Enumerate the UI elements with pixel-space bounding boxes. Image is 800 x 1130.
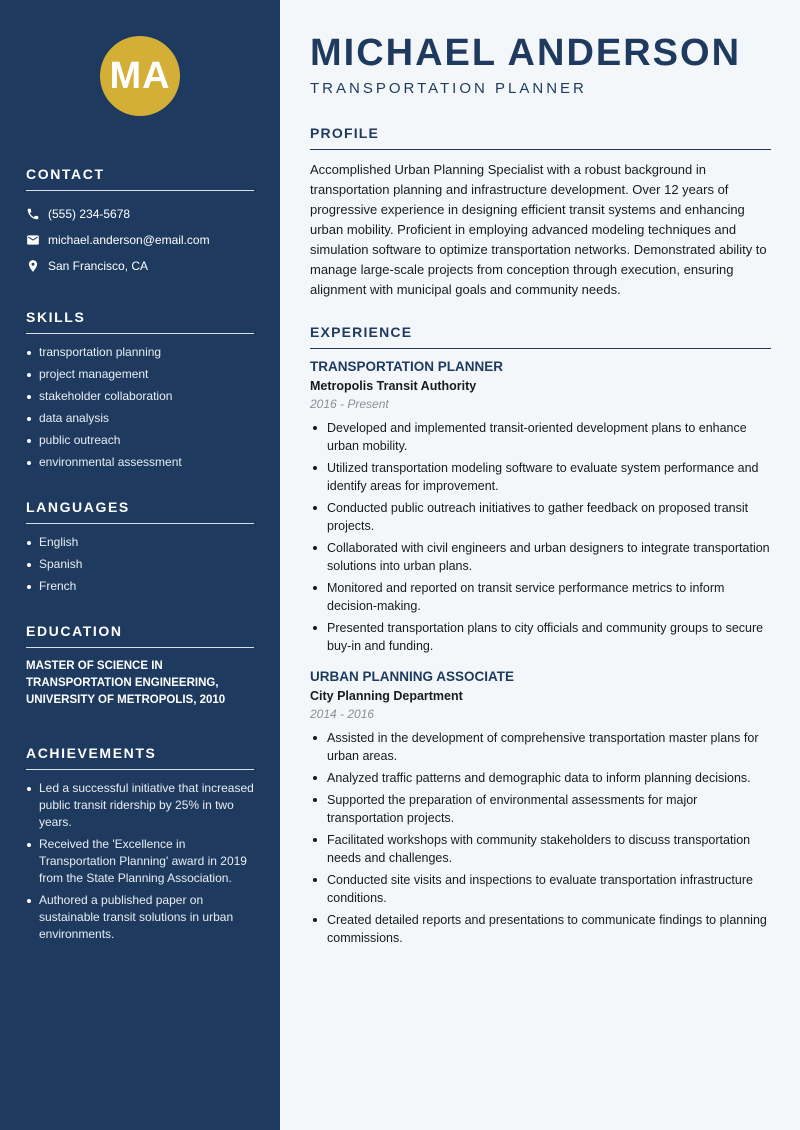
- skills-list: [26, 344, 254, 471]
- achievement-item: Received the 'Excellence in Transportation Planning' award in 2019 from the State Planning Association.: [26, 836, 254, 887]
- skills-section: [26, 309, 254, 471]
- phone-icon: [26, 207, 40, 221]
- sidebar: [0, 0, 280, 1130]
- achievement-item: Authored a published paper on sustainable transit solutions in urban environments.: [26, 892, 254, 943]
- job-bullet: Created detailed reports and presentations to communicate findings to planning commissions.: [310, 911, 771, 947]
- location-text: San Francisco, CA: [48, 259, 149, 273]
- job-bullet: Utilized transportation modeling software to evaluate system performance and identify areas for improvement.: [310, 459, 771, 495]
- job-bullet: Assisted in the development of comprehensive transportation master plans for urban areas.: [310, 729, 771, 765]
- education-section: [26, 623, 254, 709]
- contact-section: [26, 166, 254, 279]
- job-title-header: TRANSPORTATION PLANNER: [310, 80, 587, 97]
- job-bullet: Collaborated with civil engineers and urban designers to integrate transportation solutions into urban plans.: [310, 539, 771, 575]
- skill-item: environmental assessment: [26, 454, 254, 471]
- language-item: Spanish: [26, 556, 254, 573]
- profile-heading: PROFILE: [310, 125, 771, 150]
- skill-item: transportation planning: [26, 344, 254, 361]
- job-dates: 2014 - 2016: [310, 707, 375, 721]
- language-item: English: [26, 534, 254, 551]
- languages-heading: LANGUAGES: [26, 499, 254, 524]
- main-content: [280, 0, 800, 1130]
- achievement-item: Led a successful initiative that increased public transit ridership by 25% in two years.: [26, 780, 254, 831]
- job-title: URBAN PLANNING ASSOCIATE: [310, 669, 515, 684]
- candidate-name: MICHAEL ANDERSON: [310, 32, 742, 74]
- education-text: MASTER OF SCIENCE IN TRANSPORTATION ENGINEERING, UNIVERSITY OF METROPOLIS, 2010: [26, 660, 226, 706]
- job-bullet: Presented transportation plans to city officials and community groups to secure buy-in and funding.: [310, 619, 771, 655]
- skill-item: project management: [26, 366, 254, 383]
- contact-heading: CONTACT: [26, 166, 254, 191]
- languages-list: [26, 534, 254, 595]
- job-dates: 2016 - Present: [310, 397, 389, 411]
- job-bullet: Analyzed traffic patterns and demographic data to inform planning decisions.: [310, 769, 771, 787]
- profile-section: [310, 125, 771, 300]
- skills-heading: SKILLS: [26, 309, 254, 334]
- skill-item: stakeholder collaboration: [26, 388, 254, 405]
- job-entry: [310, 669, 771, 947]
- company-name: City Planning Department: [310, 689, 463, 703]
- achievements-heading: ACHIEVEMENTS: [26, 745, 254, 770]
- job-bullet: Facilitated workshops with community stakeholders to discuss transportation needs and challenges.: [310, 831, 771, 867]
- avatar-initials: MA: [100, 36, 180, 116]
- profile-text: Accomplished Urban Planning Specialist with a robust background in transportation planning and infrastructure development. Over 12 years of progressive experience in designing efficient transit systems and enhancing urban mobility. Proficient in employing advanced modeling techniques and simulation software to optimize transportation networks. Demonstrated ability to manage large-scale projects from conception through execution, ensuring alignment with municipal goals and community needs.: [310, 162, 767, 297]
- experience-heading: EXPERIENCE: [310, 324, 771, 349]
- language-item: French: [26, 578, 254, 595]
- job-entry: [310, 359, 771, 655]
- contact-location: [26, 253, 254, 279]
- job-bullet: Supported the preparation of environmental assessments for major transportation projects.: [310, 791, 771, 827]
- experience-section: [310, 324, 771, 947]
- location-pin-icon: [26, 259, 40, 273]
- job-bullet: Conducted site visits and inspections to evaluate transportation infrastructure conditions.: [310, 871, 771, 907]
- email-text[interactable]: michael.anderson@email.com: [48, 233, 210, 247]
- company-name: Metropolis Transit Authority: [310, 379, 477, 393]
- phone-text[interactable]: (555) 234-5678: [48, 207, 131, 221]
- skill-item: public outreach: [26, 432, 254, 449]
- education-heading: EDUCATION: [26, 623, 254, 648]
- achievements-section: [26, 745, 254, 943]
- languages-section: [26, 499, 254, 595]
- job-bullet: Monitored and reported on transit service performance metrics to inform decision-making.: [310, 579, 771, 615]
- job-bullet: Conducted public outreach initiatives to gather feedback on proposed transit projects.: [310, 499, 771, 535]
- job-bullets: [310, 729, 771, 947]
- job-bullets: [310, 419, 771, 655]
- achievements-list: [26, 780, 254, 943]
- job-bullet: Developed and implemented transit-oriented development plans to enhance urban mobility.: [310, 419, 771, 455]
- contact-email: [26, 227, 254, 253]
- email-icon: [26, 233, 40, 247]
- skill-item: data analysis: [26, 410, 254, 427]
- job-title: TRANSPORTATION PLANNER: [310, 359, 503, 374]
- contact-phone: [26, 201, 254, 227]
